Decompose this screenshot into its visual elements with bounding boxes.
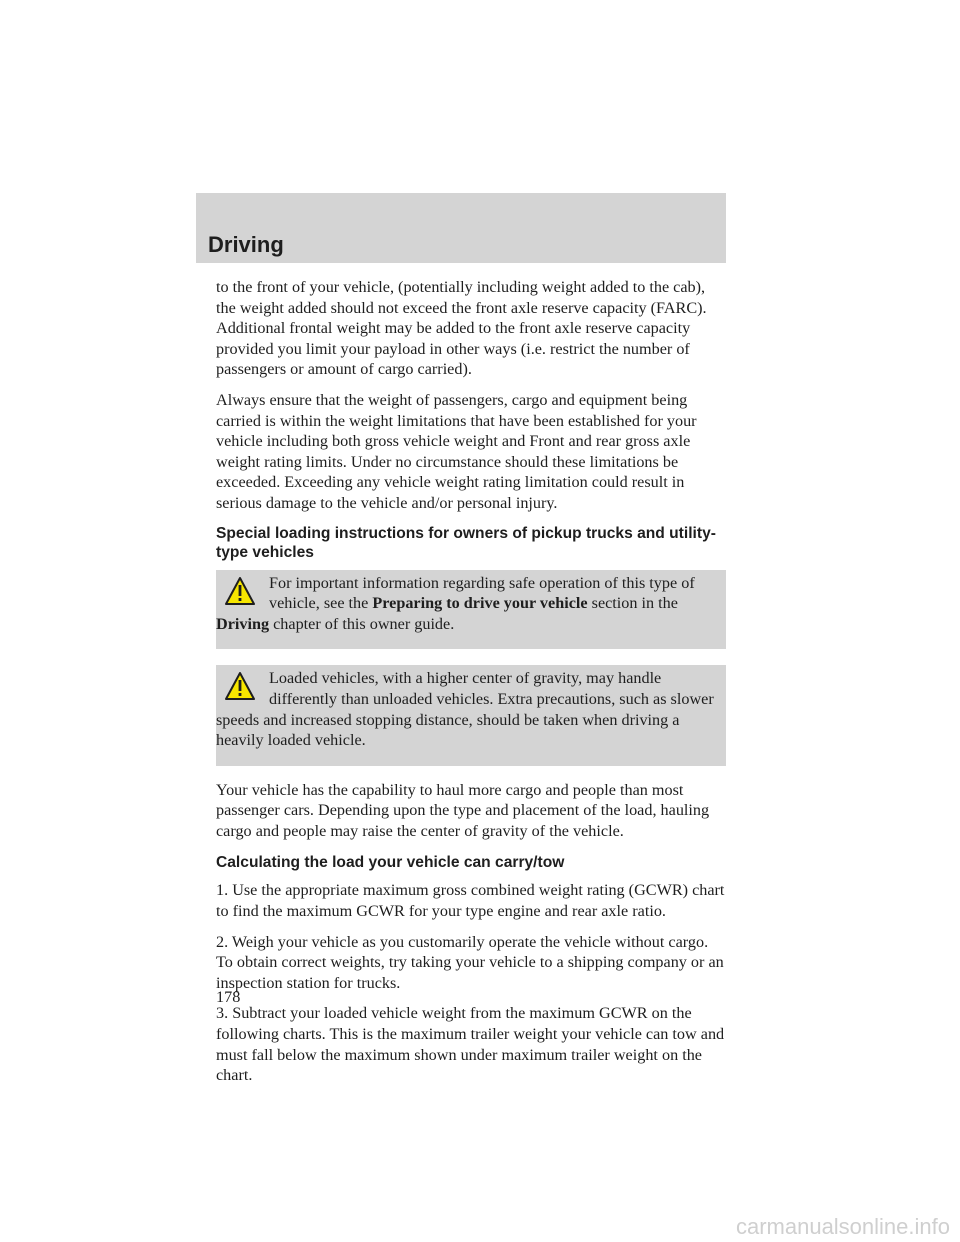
warning-triangle-icon (224, 576, 256, 606)
step-2: 2. Weigh your vehicle as you customarily operate the vehicle without cargo. To obtain correct weights, try taking your vehicle to a shipping company or an inspection station for trucks. (216, 932, 724, 992)
watermark: carmanualsonline.info (735, 1214, 950, 1239)
page-content (216, 277, 726, 1096)
warning-triangle-icon (224, 671, 256, 701)
warning-text: For important information regarding safe operation of this type of vehicle, see the Preparing to drive your vehicle section in the Driving chapter of this owner guide. (216, 573, 695, 633)
warning-box (216, 665, 726, 765)
chapter-title: Driving (208, 232, 284, 257)
cross-reference-section: Preparing to drive your vehicle (372, 594, 588, 613)
paragraph-weight-limits: Always ensure that the weight of passengers, cargo and equipment being carried is within the weight limitations that have been established for your vehicle including both gross vehicle weight and Front and rear gross axle weight rating limits. Under no circumstance should these limitations be exceeded. Exceeding any vehicle weight rating limitation could result in serious damage to the vehicle and/or personal injury. (216, 390, 697, 512)
paragraph-farc: to the front of your vehicle, (potentially including weight added to the cab), the weight added should not exceed the front axle reserve capacity (FARC). Additional frontal weight may be added to the front axle reserve capacity provided you limit your payload in other ways (i.e. restrict the number of passengers or amount of cargo carried). (216, 278, 707, 379)
step-1: 1. Use the appropriate maximum gross combined weight rating (GCWR) chart to find the maximum GCWR for your type engine and rear axle ratio. (216, 881, 725, 921)
cross-reference-chapter: Driving (216, 614, 270, 633)
warning-box (216, 570, 726, 650)
warning-text: Loaded vehicles, with a higher center of gravity, may handle differently than unloaded vehicles. Extra precautions, such as slower speeds and increased stopping distance, should be taken when driving a heavily loaded vehicle. (216, 669, 714, 750)
header-band (196, 193, 726, 263)
paragraph-center-of-gravity: Your vehicle has the capability to haul more cargo and people than most passenger cars. Depending upon the type and placement of the load, hauling cargo and people may raise the center of gravity of the vehicle. (216, 780, 710, 840)
step-3: 3. Subtract your loaded vehicle weight from the maximum GCWR on the following charts. This is the maximum trailer weight your vehicle can tow and must fall below the maximum shown under maximum trailer weight on the chart. (216, 1004, 725, 1085)
section-heading-calculating-load: Calculating the load your vehicle can carry/tow (216, 854, 565, 872)
section-heading-special-loading: Special loading instructions for owners of pickup trucks and utility-type vehicles (216, 524, 716, 561)
page-number: 178 (216, 988, 241, 1006)
